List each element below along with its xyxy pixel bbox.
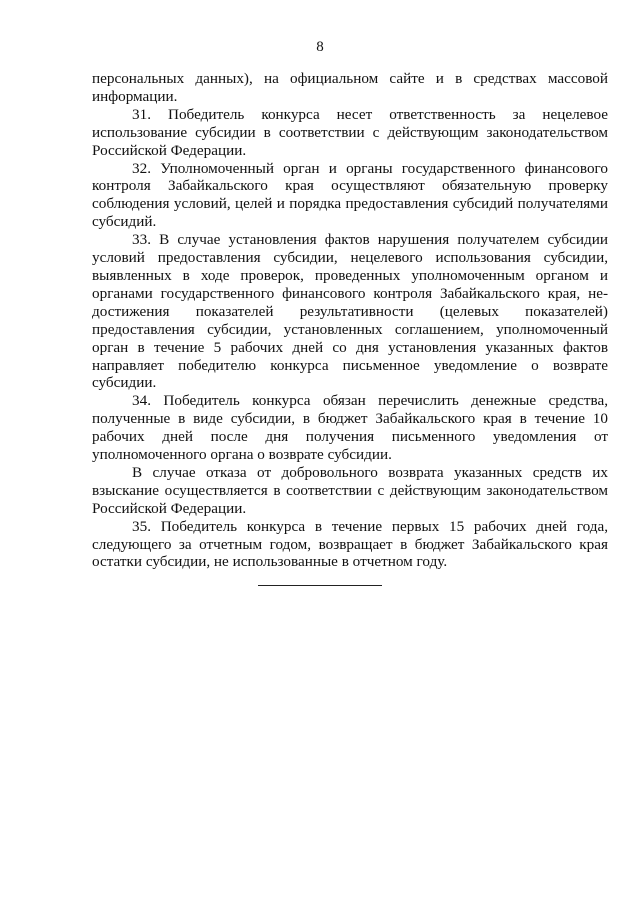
paragraph-continuation: персональных данных), на официальном сайте и в средствах массовой информации. <box>92 70 608 105</box>
page-number: 8 <box>316 39 324 55</box>
paragraph-35: 35. Победитель конкурса в течение первых 15 рабочих дней года, следующего за отчетным годом, возвращает в бюджет Забайкальского края остатки субсидии, не использованные в отчетном году. <box>92 517 608 571</box>
paragraph-34: 34. Победитель конкурса обязан перечислить денежные средства, полученные в виде субсидии, в бюджет Забайкальского края в течение 10 рабочих дней после дня получения письменного уведомления от уполномоченного органа о возврате субсидии. <box>92 392 608 464</box>
paragraph-34-refusal: В случае отказа от добровольного возврата указанных средств их взыскание осуществляется в соответствии с действующим законодательством Российской Федерации. <box>92 463 608 517</box>
paragraph-33: 33. В случае установления фактов нарушения получателем субсидии условий предоставления субсидии, нецелевого использования субсидии, выявленных в ходе проверок, проведенных уполномоченным органом и органами государственного финансового контроля Забайкальского края, недостижения показателей результативности (целевых показателей) предоставления субсидии, установленных соглашением, уполномоченный орган в течение 5 рабочих дней со дня установления указанных фактов направляет победителю конкурса письменное уведомление о возврате субсидии. <box>92 231 608 392</box>
document-body <box>92 70 608 571</box>
end-separator-line <box>258 585 382 586</box>
paragraph-31: 31. Победитель конкурса несет ответственность за нецелевое использование субсидии в соответствии с действующим законодательством Российской Федерации. <box>92 105 608 159</box>
paragraph-32: 32. Уполномоченный орган и органы государственного финансового контроля Забайкальского края осуществляют обязательную проверку соблюдения условий, целей и порядка предоставления субсидий получателями субсидий. <box>92 159 608 231</box>
